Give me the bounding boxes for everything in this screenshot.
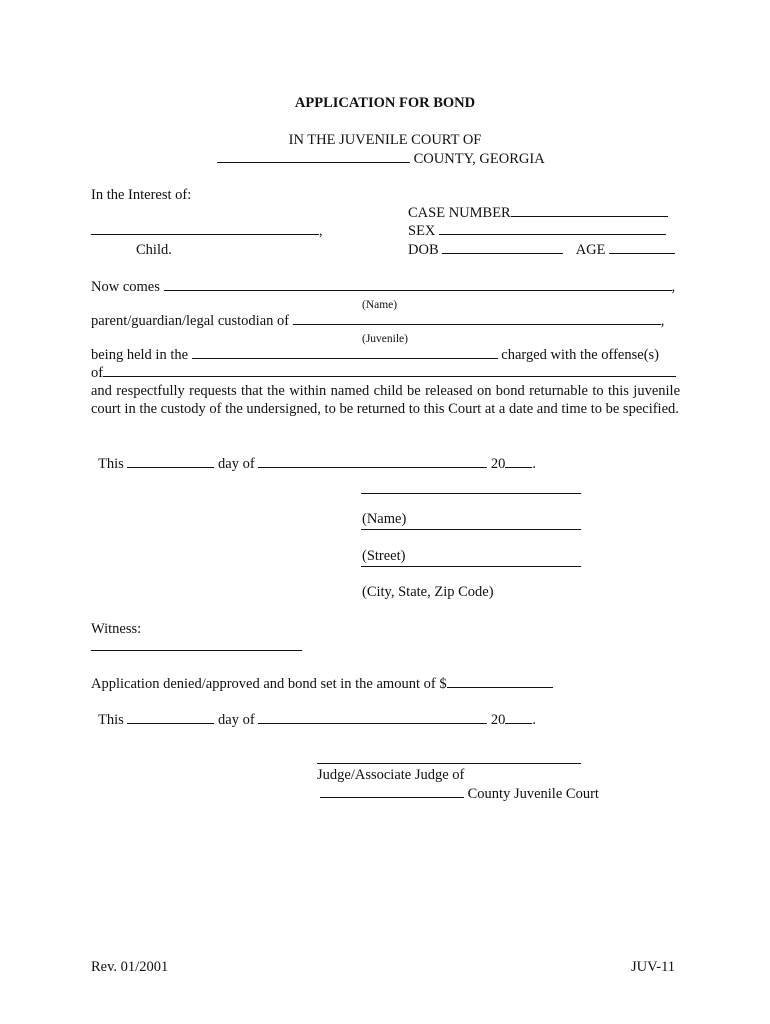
day-of-label: day of: [218, 712, 255, 728]
now-comes-row: [91, 278, 675, 296]
revision-label: Rev. 01/2001: [91, 959, 169, 975]
child-label: Child.: [136, 242, 172, 258]
comma: ,: [671, 279, 676, 295]
sex-blank[interactable]: [439, 222, 666, 235]
day-blank[interactable]: [127, 455, 214, 468]
county-label: COUNTY, GEORGIA: [413, 151, 545, 167]
comma: ,: [319, 223, 323, 239]
year-blank[interactable]: [505, 711, 532, 724]
year-blank[interactable]: [505, 455, 532, 468]
year-prefix: 20: [490, 712, 506, 728]
juvenile-caption: (Juvenile): [362, 333, 408, 345]
approval-label: Application denied/approved and bond set in the amount of $: [91, 676, 447, 692]
dob-age-row: [408, 241, 675, 259]
parent-label: parent/guardian/legal custodian of: [91, 313, 290, 329]
street-line[interactable]: [361, 529, 581, 530]
child-name-blank[interactable]: [91, 222, 319, 235]
case-number-row: [408, 204, 668, 222]
case-number-label: CASE NUMBER: [408, 205, 511, 221]
bond-amount-blank[interactable]: [447, 675, 553, 688]
county-court-row: [320, 785, 599, 803]
age-label: AGE: [575, 242, 606, 258]
form-title: APPLICATION FOR BOND: [294, 95, 476, 111]
form-id-label: JUV-11: [631, 959, 676, 975]
interest-label: In the Interest of:: [91, 187, 192, 203]
judge-date-row: This day of 20 .: [98, 712, 537, 728]
this-label: This: [98, 456, 124, 472]
now-comes-label: Now comes: [91, 279, 160, 295]
name-caption: (Name): [362, 299, 398, 311]
case-number-blank[interactable]: [511, 204, 668, 217]
county-blank[interactable]: [217, 150, 410, 163]
year-prefix: 20: [490, 456, 506, 472]
parent-row: [91, 312, 664, 330]
witness-label: Witness:: [91, 621, 142, 637]
dob-blank[interactable]: [442, 241, 563, 254]
offense-row: [91, 364, 676, 382]
court-line: IN THE JUVENILE COURT OF: [288, 132, 482, 148]
court-county-blank[interactable]: [320, 785, 464, 798]
county-court-label: County Juvenile Court: [467, 786, 599, 802]
age-blank[interactable]: [609, 241, 675, 254]
offense-blank[interactable]: [103, 364, 676, 377]
signature-name-label: (Name): [362, 511, 407, 527]
day-of-label: day of: [218, 456, 255, 472]
charged-label: charged with the offense(s): [501, 347, 659, 363]
held-row: [91, 346, 659, 364]
comma: ,: [660, 313, 665, 329]
sex-row: [408, 222, 666, 240]
approval-row: [91, 675, 553, 693]
facility-blank[interactable]: [192, 346, 498, 359]
month-blank[interactable]: [258, 711, 487, 724]
juvenile-name-blank[interactable]: [293, 312, 661, 325]
city-line[interactable]: [361, 566, 581, 567]
application-date-row: This day of 20 .: [98, 456, 537, 472]
judge-signature-line[interactable]: [317, 763, 581, 764]
street-label: (Street): [362, 548, 406, 564]
signature-line[interactable]: [361, 493, 581, 494]
judge-label: Judge/Associate Judge of: [317, 767, 465, 783]
month-blank[interactable]: [258, 455, 487, 468]
child-name-row: [91, 222, 323, 240]
city-label: (City, State, Zip Code): [362, 584, 494, 600]
dob-label: DOB: [408, 242, 439, 258]
applicant-name-blank[interactable]: [164, 278, 672, 291]
county-line: [217, 150, 545, 168]
sex-label: SEX: [408, 223, 436, 239]
held-label: being held in the: [91, 347, 189, 363]
this-label: This: [98, 712, 124, 728]
of-label: of: [91, 365, 104, 381]
day-blank[interactable]: [127, 711, 214, 724]
witness-line[interactable]: [91, 650, 302, 651]
request-paragraph: and respectfully requests that the within named child be released on bond returnable to this juvenile court in the custody of the undersigned, to be returned to this Court at a date and time to be specified.: [91, 383, 680, 417]
